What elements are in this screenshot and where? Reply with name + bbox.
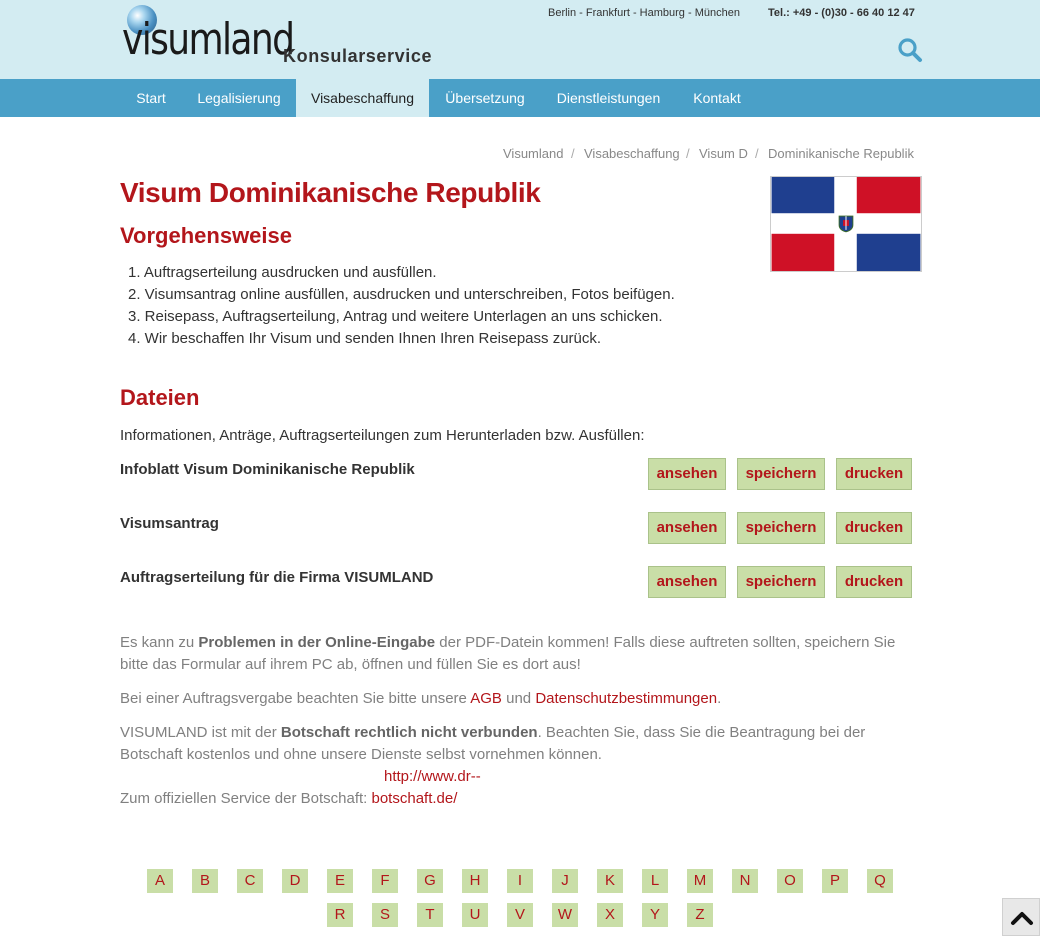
alphabet-letter-t[interactable]: T [417, 903, 443, 927]
alphabet-letter-j[interactable]: J [552, 869, 578, 893]
save-button[interactable]: speichern [737, 512, 825, 544]
nav-item-kontakt[interactable]: Kontakt [693, 90, 741, 106]
alphabet-letter-v[interactable]: V [507, 903, 533, 927]
embassy-link-line2[interactable]: botschaft.de/ [371, 790, 458, 807]
breadcrumb-visabeschaffung[interactable]: Visabeschaffung [584, 146, 680, 161]
alphabet-letter-c[interactable]: C [237, 869, 263, 893]
procedure-step: 4. Wir beschaffen Ihr Visum und senden Ihnen Ihren Reisepass zurück. [128, 330, 602, 347]
note-embassy: VISUMLAND ist mit der Botschaft rechtlich nicht verbunden. Beachten Sie, dass Sie die Beantragung bei der Botschaft kostenlos und ohne unsere Dienste selbst vornehmen können. [120, 724, 866, 763]
alphabet-letter-d[interactable]: D [282, 869, 308, 893]
alphabet-letter-w[interactable]: W [552, 903, 578, 927]
alphabet-letter-e[interactable]: E [327, 869, 353, 893]
site-header [0, 0, 1040, 79]
site-tagline: Konsularservice [283, 46, 433, 66]
breadcrumb-visumland[interactable]: Visumland [503, 146, 564, 161]
alphabet-letter-i[interactable]: I [507, 869, 533, 893]
breadcrumb-separator: / [755, 146, 759, 161]
view-button[interactable]: ansehen [648, 512, 726, 544]
file-label-auftragserteilung: Auftragserteilung für die Firma VISUMLAND [120, 569, 434, 586]
alphabet-letter-u[interactable]: U [462, 903, 488, 927]
privacy-link[interactable]: Datenschutzbestimmungen [535, 690, 718, 707]
view-button[interactable]: ansehen [648, 566, 726, 598]
alphabet-letter-o[interactable]: O [777, 869, 803, 893]
save-button[interactable]: speichern [737, 566, 825, 598]
breadcrumb-current: Dominikanische Republik [768, 146, 914, 161]
alphabet-letter-f[interactable]: F [372, 869, 398, 893]
alphabet-letter-y[interactable]: Y [642, 903, 668, 927]
alphabet-letter-a[interactable]: A [147, 869, 173, 893]
alphabet-letter-p[interactable]: P [822, 869, 848, 893]
alphabet-letter-l[interactable]: L [642, 869, 668, 893]
procedure-step: 3. Reisepass, Auftragserteilung, Antrag und weitere Unterlagen an uns schicken. [128, 308, 663, 325]
procedure-step: 2. Visumsantrag online ausfüllen, ausdrucken und unterschreiben, Fotos beifügen. [128, 286, 675, 303]
agb-link[interactable]: AGB [470, 690, 502, 707]
header-cities: Berlin - Frankfurt - Hamburg - München [548, 7, 740, 19]
nav-item-start[interactable]: Start [136, 90, 166, 106]
nav-item-visabeschaffung[interactable]: Visabeschaffung [296, 79, 429, 117]
note-embassy-service: Zum offiziellen Service der Botschaft: botschaft.de/ [120, 790, 458, 807]
alphabet-letter-s[interactable]: S [372, 903, 398, 927]
scroll-to-top-button[interactable] [1002, 898, 1040, 936]
alphabet-letter-m[interactable]: M [687, 869, 713, 893]
procedure-heading: Vorgehensweise [120, 223, 292, 248]
print-button[interactable]: drucken [836, 566, 912, 598]
alphabet-letter-h[interactable]: H [462, 869, 488, 893]
alphabet-letter-g[interactable]: G [417, 869, 443, 893]
view-button[interactable]: ansehen [648, 458, 726, 490]
print-button[interactable]: drucken [836, 458, 912, 490]
save-button[interactable]: speichern [737, 458, 825, 490]
files-heading: Dateien [120, 385, 200, 410]
alphabet-letter-b[interactable]: B [192, 869, 218, 893]
alphabet-letter-z[interactable]: Z [687, 903, 713, 927]
alphabet-letter-r[interactable]: R [327, 903, 353, 927]
alphabet-letter-k[interactable]: K [597, 869, 623, 893]
file-label-infoblatt: Infoblatt Visum Dominikanische Republik [120, 461, 415, 478]
print-button[interactable]: drucken [836, 512, 912, 544]
note-terms: Bei einer Auftragsvergabe beachten Sie bitte unsere AGB und Datenschutzbestimmungen. [120, 690, 722, 707]
chevron-up-icon [1003, 899, 1040, 936]
breadcrumb-separator: / [571, 146, 575, 161]
header-phone[interactable]: Tel.: +49 - (0)30 - 66 40 12 47 [768, 7, 915, 19]
files-intro: Informationen, Anträge, Auftragserteilungen zum Herunterladen bzw. Ausfüllen: [120, 427, 645, 444]
alphabet-letter-n[interactable]: N [732, 869, 758, 893]
note-online-input: Es kann zu Problemen in der Online-Eingabe der PDF-Datein kommen! Falls diese auftreten sollten, speichern Sie bitte das Formular auf ihrem PC ab, öffnen und füllen Sie es dort aus! [120, 634, 896, 673]
alphabet-letter-x[interactable]: X [597, 903, 623, 927]
nav-item-legalisierung[interactable]: Legalisierung [197, 90, 281, 106]
main-nav [0, 79, 1040, 117]
alphabet-letter-q[interactable]: Q [867, 869, 893, 893]
nav-item-uebersetzung[interactable]: Übersetzung [445, 90, 525, 106]
breadcrumb-separator: / [686, 146, 690, 161]
nav-item-dienstleistungen[interactable]: Dienstleistungen [556, 90, 661, 106]
breadcrumb-visum-d[interactable]: Visum D [699, 146, 748, 161]
page-title: Visum Dominikanische Republik [120, 177, 541, 208]
embassy-link-line1[interactable]: http://www.dr-- [384, 768, 481, 785]
procedure-step: 1. Auftragserteilung ausdrucken und ausfüllen. [128, 264, 437, 281]
search-icon[interactable] [897, 37, 923, 63]
dominican-republic-flag [770, 176, 922, 272]
site-logo[interactable]: visumland [122, 14, 294, 65]
file-label-visumsantrag: Visumsantrag [120, 515, 219, 532]
